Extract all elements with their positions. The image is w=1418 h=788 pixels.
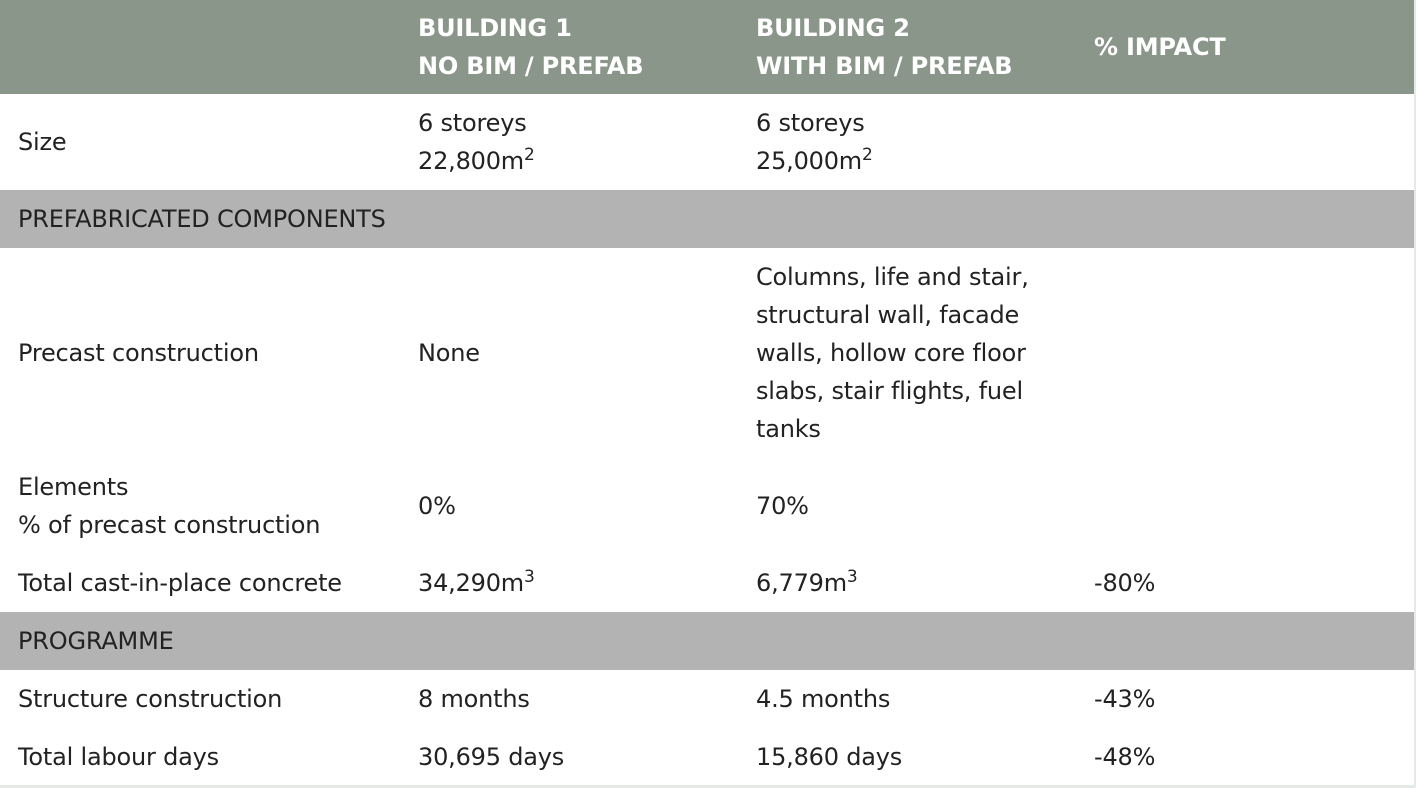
precast-building-2 bbox=[738, 248, 1076, 458]
size-building-1-storeys: 6 storeys bbox=[418, 109, 527, 137]
header-empty-cell bbox=[0, 0, 400, 94]
elements-label bbox=[0, 458, 400, 554]
section-title-prefab: PREFABRICATED COMPONENTS bbox=[0, 190, 1414, 248]
size-building-2 bbox=[738, 94, 1076, 190]
table-row-precast bbox=[0, 248, 1414, 458]
header-building-1 bbox=[400, 0, 738, 94]
structure-impact: -43% bbox=[1094, 685, 1156, 713]
header-building-1-subtitle: NO BIM / PREFAB bbox=[418, 52, 644, 80]
header-building-2-subtitle: WITH BIM / PREFAB bbox=[756, 52, 1013, 80]
size-building-1-area-value: 22,800m bbox=[418, 147, 524, 175]
header-building-2-title: BUILDING 2 bbox=[756, 14, 910, 42]
section-row-prefab bbox=[0, 190, 1414, 248]
table-row-size bbox=[0, 94, 1414, 190]
labour-label: Total labour days bbox=[18, 743, 219, 771]
size-building-2-area bbox=[756, 142, 1076, 180]
size-label: Size bbox=[18, 128, 67, 156]
structure-building-2: 4.5 months bbox=[756, 685, 891, 713]
elements-impact bbox=[1076, 458, 1414, 554]
section-row-programme bbox=[0, 612, 1414, 670]
labour-building-1: 30,695 days bbox=[418, 743, 565, 771]
concrete-building-1-value: 34,290m bbox=[418, 569, 524, 597]
precast-building-2-line: slabs, stair flights, fuel bbox=[756, 377, 1023, 405]
size-building-2-area-unit: 2 bbox=[861, 145, 873, 165]
size-building-2-area-value: 25,000m bbox=[756, 147, 862, 175]
concrete-impact: -80% bbox=[1094, 569, 1156, 597]
table-row-concrete bbox=[0, 554, 1414, 612]
concrete-label: Total cast-in-place concrete bbox=[18, 569, 342, 597]
size-building-1-area-unit: 2 bbox=[523, 145, 535, 165]
size-building-1 bbox=[400, 94, 738, 190]
precast-building-2-line: walls, hollow core floor bbox=[756, 339, 1026, 367]
elements-building-1: 0% bbox=[418, 492, 456, 520]
concrete-building-2-unit: 3 bbox=[846, 567, 858, 587]
precast-building-1: None bbox=[418, 339, 480, 367]
precast-impact bbox=[1076, 248, 1414, 458]
precast-label: Precast construction bbox=[18, 339, 259, 367]
concrete-building-2-value: 6,779m bbox=[756, 569, 847, 597]
table-row-elements bbox=[0, 458, 1414, 554]
concrete-building-1-unit: 3 bbox=[523, 567, 535, 587]
precast-building-2-line: Columns, life and stair, bbox=[756, 263, 1029, 291]
header-building-1-title: BUILDING 1 bbox=[418, 14, 572, 42]
elements-building-2: 70% bbox=[756, 492, 809, 520]
elements-label-line-2: % of precast construction bbox=[18, 511, 321, 539]
precast-building-2-line: structural wall, facade bbox=[756, 301, 1020, 329]
size-building-1-area bbox=[418, 142, 738, 180]
structure-building-1: 8 months bbox=[418, 685, 530, 713]
concrete-building-2 bbox=[738, 554, 1076, 612]
labour-building-2: 15,860 days bbox=[756, 743, 903, 771]
structure-label: Structure construction bbox=[18, 685, 283, 713]
concrete-building-1 bbox=[400, 554, 738, 612]
size-impact bbox=[1076, 94, 1414, 190]
size-building-2-storeys: 6 storeys bbox=[756, 109, 865, 137]
table-header-row bbox=[0, 0, 1414, 94]
table-row-structure bbox=[0, 670, 1414, 728]
header-impact: % IMPACT bbox=[1076, 0, 1414, 94]
precast-building-2-line: tanks bbox=[756, 415, 821, 443]
labour-impact: -48% bbox=[1094, 743, 1156, 771]
header-building-2 bbox=[738, 0, 1076, 94]
section-title-programme: PROGRAMME bbox=[0, 612, 1414, 670]
table-row-labour bbox=[0, 728, 1414, 786]
elements-label-line-1: Elements bbox=[18, 473, 129, 501]
